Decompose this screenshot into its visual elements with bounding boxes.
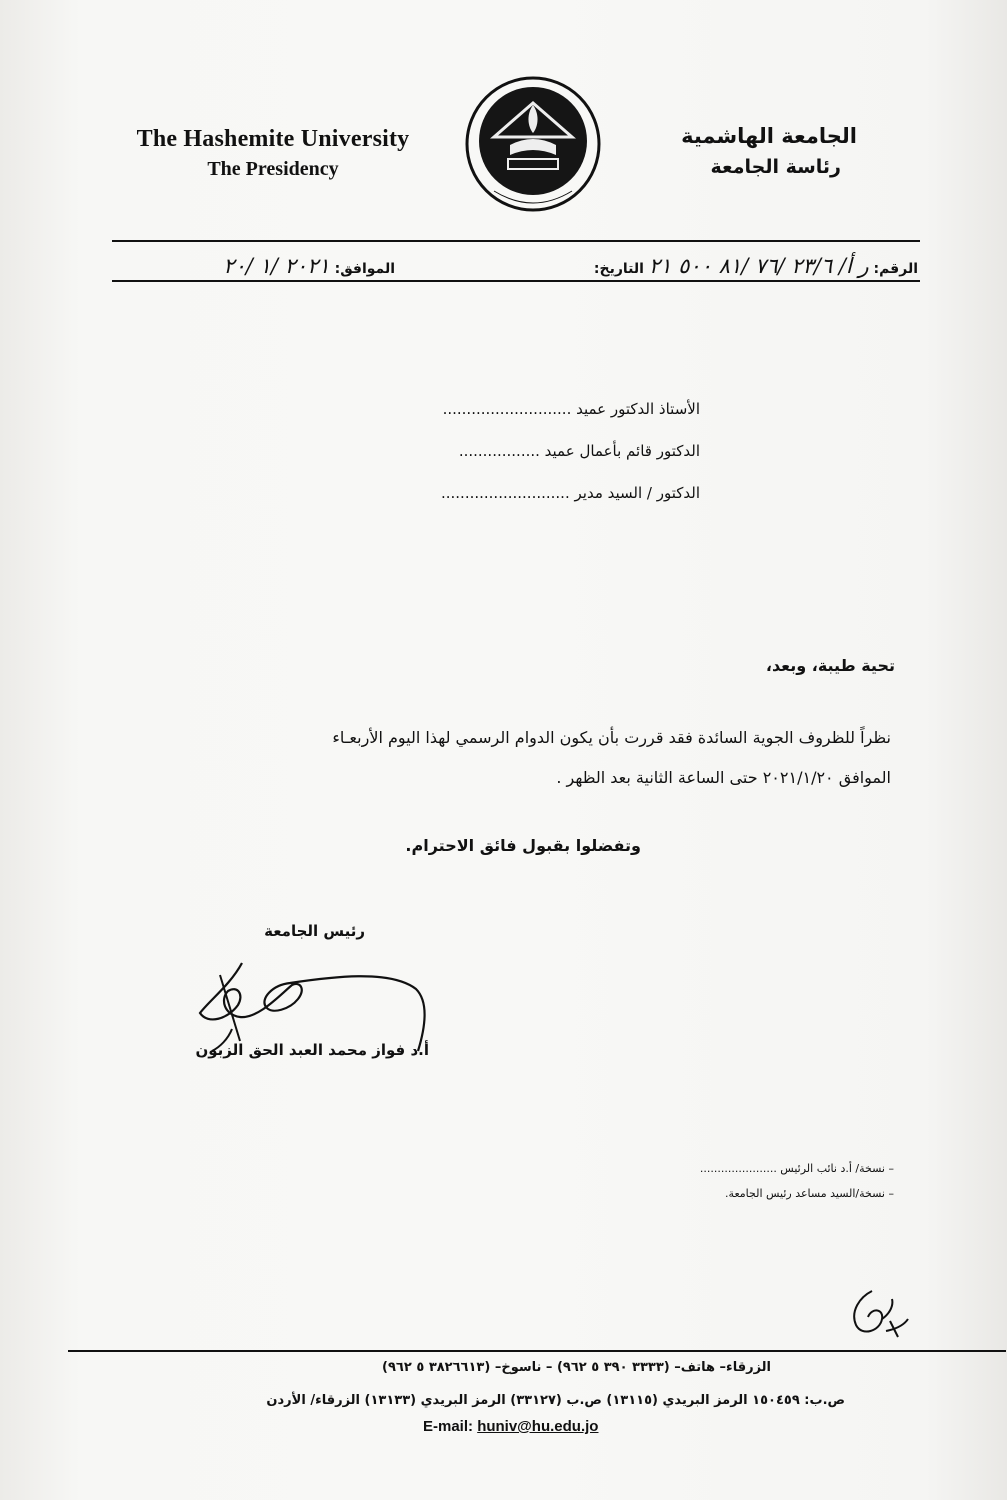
corresponding-label: الموافق: — [334, 261, 395, 277]
greeting: تحية طيبة، وبعد، — [765, 656, 895, 675]
footer-divider — [68, 1350, 1006, 1352]
addressee-dean: الأستاذ الدكتور عميد ........................... — [442, 400, 700, 418]
footer-email — [423, 1418, 598, 1435]
corresponding-value: ٢٠٢١ /١ /٢٠ — [223, 254, 330, 278]
presidency-en: The Presidency — [207, 158, 339, 180]
corresponding-date — [223, 254, 395, 278]
signatory-name: أ.د فواز محمد العبد الحق الزبون — [195, 1041, 429, 1059]
email-link[interactable]: huniv@hu.edu.jo — [477, 1418, 599, 1435]
cc-assistant-president: – نسخة/السيد مساعد رئيس الجامعة. — [725, 1187, 894, 1200]
signatory-title: رئيس الجامعة — [264, 922, 365, 940]
reference-row — [112, 250, 920, 276]
closing-phrase: وتفضلوا بقبول فائق الاحترام. — [405, 836, 641, 855]
initials-scribble-icon — [842, 1285, 912, 1345]
addressee-acting-dean: الدكتور قائم بأعمال عميد ................. — [458, 442, 700, 460]
body-line-1: نظراً للظروف الجوية السائدة فقد قررت بأن يكون الدوام الرسمي لهذا اليوم الأربعـاء — [332, 728, 891, 747]
cc-vice-president: – نسخة/ أ.د نائب الرئيس ...................... — [699, 1162, 894, 1175]
university-name-ar: الجامعة الهاشمية — [681, 124, 857, 148]
header-divider-bottom — [112, 280, 920, 282]
footer-postal: ص.ب: ١٥٠٤٥٩ الرمز البريدي (١٣١١٥) ص.ب (٣٣١٢٧) الرمز البريدي (١٣١٣٣) الزرقاء/ الأردن — [266, 1393, 845, 1408]
university-seal-icon — [464, 75, 602, 213]
addressee-director: الدكتور / السيد مدير ........................... — [440, 484, 700, 502]
presidency-ar: رئاسة الجامعة — [710, 156, 841, 178]
footer-contact: الزرقاء– هاتف– (٣٣٣٣ ٣٩٠ ٥ ٩٦٢) – ناسوخ– (٣٨٢٦٦١٣ ٥ ٩٦٢) — [382, 1360, 771, 1375]
body-line-2: الموافق ٢٠٢١/١/٢٠ حتى الساعة الثانية بعد الظهر . — [556, 768, 891, 787]
reference-number — [594, 254, 918, 278]
reference-value: ر أ/ ٢٣/٦ /٧٦ /٨١ ٥٠٠ ٢١ — [648, 254, 869, 278]
header-divider-top — [112, 240, 920, 242]
email-label: E-mail: — [423, 1418, 474, 1435]
date-label: التاريخ: — [593, 261, 644, 277]
university-name-en: The Hashemite University — [136, 126, 410, 152]
reference-label: الرقم: — [873, 261, 918, 277]
